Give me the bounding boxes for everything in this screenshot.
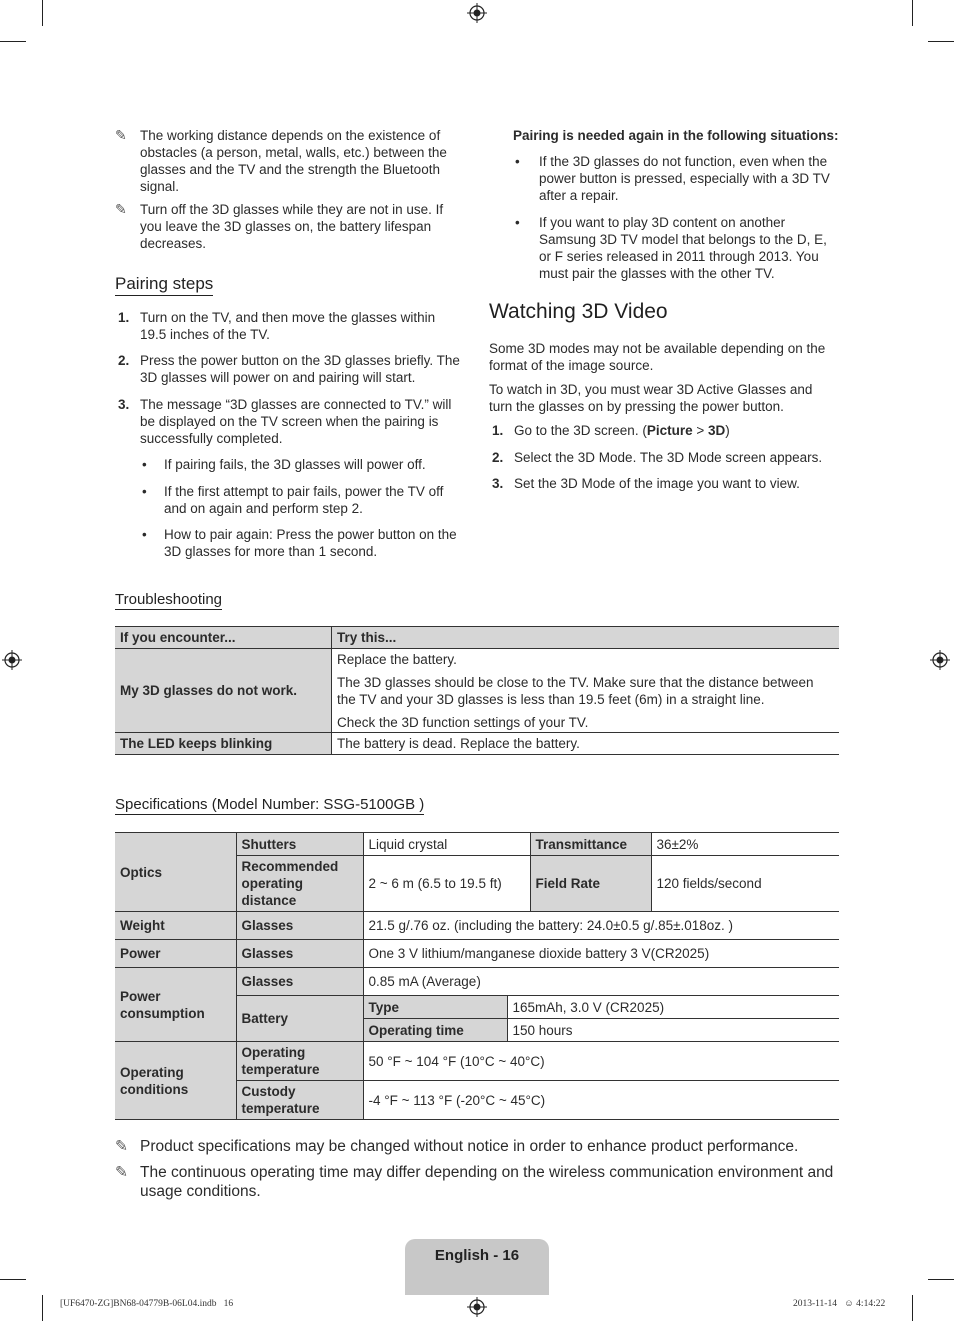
step-item	[118, 309, 468, 345]
pairing-steps-heading-wrap	[115, 274, 213, 296]
crop-mark	[0, 1279, 26, 1280]
spec-label: Transmittance	[530, 833, 651, 856]
spec-label: Glasses	[236, 912, 363, 940]
bullet-text: If you want to play 3D content on another Samsung 3D TV model that belongs to the D, E, or F series released in 2011 through 2013. You must pair the glasses with the other TV.	[539, 215, 827, 281]
print-footer-right: 2013-11-14 ☺ 4:14:22	[793, 1299, 886, 1309]
spec-label: Operating temperature	[236, 1042, 363, 1081]
spec-category: Power consumption	[115, 968, 236, 1042]
step-number: 3.	[118, 397, 130, 412]
bullet-icon: •	[142, 484, 147, 499]
spec-value: 21.5 g/.76 oz. (including the battery: 24.0±0.5 g/.85±.018oz. )	[363, 912, 839, 940]
solution-line: The 3D glasses should be close to the TV. Make sure that the distance between the TV and your 3D glasses is less than 19.5 feet (6m) in a straight line.	[337, 675, 814, 707]
note-pencil-icon: ✎	[115, 1138, 128, 1155]
specifications-table	[115, 832, 839, 1120]
section-heading: Pairing steps	[115, 274, 213, 296]
paragraph: Some 3D modes may not be available depending on the format of the image source.	[489, 341, 826, 373]
step-number: 1.	[118, 310, 130, 325]
note-text: Turn off the 3D glasses while they are not in use. If you leave the 3D glasses on, the battery lifespan decreases.	[140, 202, 444, 251]
spec-category: Operating conditions	[115, 1042, 236, 1120]
spec-label: Shutters	[236, 833, 363, 856]
crop-mark	[42, 0, 43, 26]
troubleshooting-heading-wrap	[115, 591, 222, 610]
registration-mark-icon	[2, 650, 22, 670]
note-text: The working distance depends on the existence of obstacles (a person, metal, walls, etc.) between the glasses and the TV and the strength the Bluetooth signal.	[140, 128, 447, 194]
step-number: 2.	[118, 353, 130, 368]
step-text: The message “3D glasses are connected to TV.” will be displayed on the TV screen when the pairing is successfully completed.	[140, 397, 452, 446]
menu-path-picture: Picture	[646, 423, 693, 438]
spec-value: Liquid crystal	[363, 833, 530, 856]
note-pencil-icon: ✎	[115, 127, 127, 143]
step-text-part: Go to the 3D screen. (	[514, 423, 647, 438]
step-text-part: )	[725, 423, 730, 438]
spec-label: Custody temperature	[236, 1081, 363, 1120]
note-pencil-icon: ✎	[115, 1164, 128, 1181]
registration-mark-icon	[930, 650, 950, 670]
print-footer-left: [UF6470-ZG]BN68-04779B-06L04.indb 16	[60, 1299, 234, 1309]
bullet-item	[142, 483, 472, 519]
bullet-text: If the first attempt to pair fails, power the TV off and on again and perform step 2.	[164, 484, 444, 516]
step-number: 2.	[492, 450, 504, 465]
crop-mark	[0, 41, 26, 42]
registration-mark-icon	[467, 1297, 487, 1317]
bullet-icon: •	[142, 527, 147, 542]
note-text: The continuous operating time may differ depending on the wireless communication environment and usage conditions.	[140, 1164, 834, 1200]
bullet-text: If pairing fails, the 3D glasses will power off.	[164, 457, 426, 472]
paragraph: To watch in 3D, you must wear 3D Active Glasses and turn the glasses on by pressing the power button.	[489, 382, 813, 414]
problem-cell: The LED keeps blinking	[115, 733, 332, 755]
solution-cell: The battery is dead. Replace the battery.	[332, 733, 840, 755]
spec-label: Operating time	[363, 1019, 507, 1042]
page-number: English - 16	[434, 1247, 520, 1264]
step-text: Set the 3D Mode of the image you want to view.	[514, 476, 800, 491]
spec-value: 36±2%	[651, 833, 839, 856]
crop-mark	[912, 1295, 913, 1321]
step-text: Turn on the TV, and then move the glasses within 19.5 inches of the TV.	[140, 310, 436, 342]
solution-line: Replace the battery.	[337, 652, 457, 667]
spec-value: 2 ~ 6 m (6.5 to 19.5 ft)	[363, 856, 530, 912]
bullet-icon: •	[515, 215, 520, 230]
spec-label: Glasses	[236, 968, 363, 996]
pairing-again-heading: Pairing is needed again in the following situations:	[513, 128, 839, 143]
note	[115, 1163, 845, 1203]
problem-cell: My 3D glasses do not work.	[115, 649, 332, 733]
spec-category: Weight	[115, 912, 236, 940]
page-number-tab	[405, 1239, 549, 1295]
spec-label: Glasses	[236, 940, 363, 968]
menu-path-separator: >	[692, 423, 708, 438]
crop-mark	[912, 0, 913, 26]
bullet-item	[515, 214, 845, 284]
menu-path-3d: 3D	[707, 423, 726, 438]
bullet-icon: •	[515, 154, 520, 169]
step-item	[118, 396, 468, 448]
spec-label: Field Rate	[530, 856, 651, 912]
spec-value: 150 hours	[507, 1019, 839, 1042]
spec-value: 0.85 mA (Average)	[363, 968, 839, 996]
spec-label: Type	[363, 996, 507, 1019]
spec-category: Power	[115, 940, 236, 968]
table-header: Try this...	[332, 627, 840, 649]
troubleshooting-table	[115, 626, 839, 755]
note	[115, 127, 467, 197]
crop-mark	[42, 1295, 43, 1321]
solution-cell	[332, 649, 840, 733]
note	[115, 201, 467, 253]
table-header: If you encounter...	[115, 627, 332, 649]
spec-value: 50 °F ~ 104 °F (10°C ~ 40°C)	[363, 1042, 839, 1081]
crop-mark	[928, 41, 954, 42]
note-pencil-icon: ✎	[115, 201, 127, 217]
step-number: 3.	[492, 476, 504, 491]
bullet-item	[142, 456, 472, 474]
step-number: 1.	[492, 423, 504, 438]
section-heading: Specifications (Model Number: SSG-5100GB )	[115, 796, 425, 813]
bullet-item	[142, 526, 472, 562]
step-text: Select the 3D Mode. The 3D Mode screen appears.	[514, 450, 823, 465]
bullet-text: If the 3D glasses do not function, even when the power button is pressed, especially with a 3D TV after a repair.	[539, 154, 830, 203]
step-item	[118, 352, 468, 388]
section-title: Watching 3D Video	[489, 300, 668, 323]
crop-mark	[928, 1279, 954, 1280]
spec-value: 120 fields/second	[651, 856, 839, 912]
step-item	[492, 449, 837, 467]
spec-value: -4 °F ~ 113 °F (-20°C ~ 45°C)	[363, 1081, 839, 1120]
solution-line: Check the 3D function settings of your TV.	[337, 715, 589, 730]
bullet-item	[515, 153, 845, 205]
note	[115, 1137, 845, 1157]
step-item	[492, 422, 837, 440]
specs-heading-wrap	[115, 796, 424, 815]
step-item	[492, 475, 837, 493]
step-text: Press the power button on the 3D glasses briefly. The 3D glasses will power on and pairing will start.	[140, 353, 460, 385]
step-text	[514, 422, 730, 439]
spec-label: Recommended operating distance	[236, 856, 363, 912]
section-heading: Troubleshooting	[115, 591, 223, 608]
spec-value: One 3 V lithium/manganese dioxide battery 3 V(CR2025)	[363, 940, 839, 968]
spec-category: Optics	[115, 833, 236, 912]
spec-label: Battery	[236, 996, 363, 1042]
registration-mark-icon	[467, 3, 487, 23]
bullet-text: How to pair again: Press the power button on the 3D glasses for more than 1 second.	[164, 527, 457, 559]
note-text: Product specifications may be changed without notice in order to enhance product performance.	[140, 1138, 799, 1155]
spec-value: 165mAh, 3.0 V (CR2025)	[507, 996, 839, 1019]
bullet-icon: •	[142, 457, 147, 472]
